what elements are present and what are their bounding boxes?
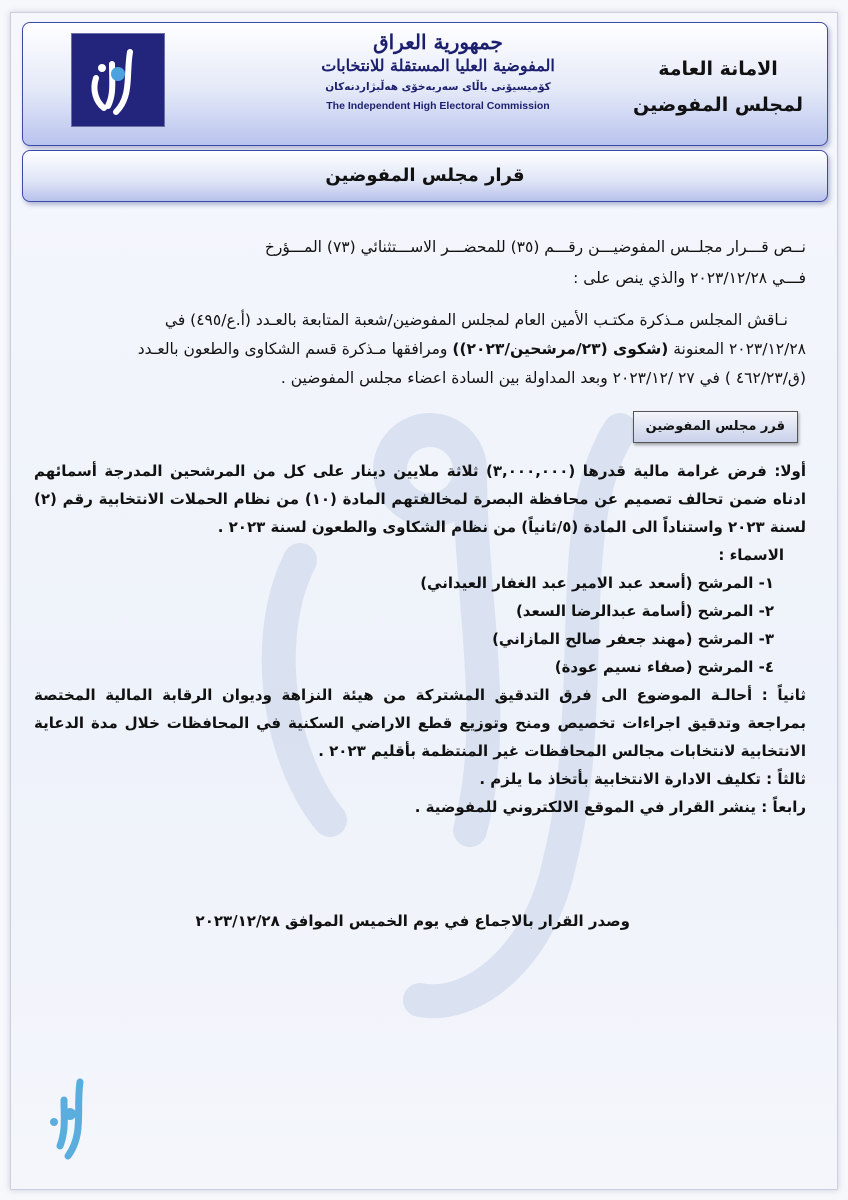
intro-line-2: فـــي ٢٠٢٣/١٢/٢٨ والذي ينص على : [573,269,806,287]
ihec-footer-logo-icon [40,1070,100,1166]
decision-label: قرر مجلس المفوضين [633,411,798,443]
list-item: ١- المرشح (أسعد عبد الامير عبد الغفار العيداني) [420,574,774,592]
intro-line-1: نــص قـــرار مجلــس المفوضيـــن رقـــم (٣٥) للمحضـــر الاســـتثنائي (٧٣) المـــؤرخ [264,238,806,256]
intro-paragraph [34,232,806,294]
decision-fourth: رابعاً : ينشر القرار في الموقع الالكتروني للمفوضية . [414,798,806,816]
commission-name-arabic: المفوضية العليا المستقلة للانتخابات [321,56,555,75]
list-item: ٤- المرشح (صفاء نسيم عودة) [554,658,774,676]
secretariat-title [633,51,803,123]
decision-second: ثانياً : أحالـة الموضوع الى فرق التدقيق المشتركة من هيئة النزاهة وديوان الرقابة المالية المختصة بمراجعة وتدقيق اجراءات تخصيص ومنح وتوزيع قطع الاراضي السكنية في المحافظات خلال مدة الدعاية الانتخابية لانتخابات مجالس المحافظات غير المنتظمة بأقليم ٢٠٢٣ . [34,686,806,760]
document-body [34,232,806,821]
document-title: قرار مجلس المفوضين [325,165,525,186]
discussion-line-1: نـاقش المجلس مـذكرة مكتـب الأمين العام لمجلس المفوضين/شعبة المتابعة بالعـدد (أ.ع/٤٩٥) في [164,311,788,329]
organization-name [298,29,578,115]
discussion-paragraph [34,306,806,393]
list-item: ٢- المرشح (أسامة عبدالرضا السعد) [515,602,774,620]
discussion-line-3: (ق/٤٦٢/٢٣ ) في ٢٧ /٢٠٢٣/١٢ وبعد المداولة بين السادة اعضاء مجلس المفوضين . [280,369,806,387]
complaint-reference: (شكوى (٢٣/مرشحين/٢٠٢٣)) [452,340,669,358]
discussion-line-2-start: ٢٠٢٣/١٢/٢٨ المعنونة [668,340,806,358]
names-heading: الاسماء : [718,546,784,564]
discussion-line-2-end: ومرافقها مـذكرة قسم الشكاوى والطعون بالعـدد [137,340,453,358]
republic-name: جمهورية العراق [373,30,503,54]
document-title-bar [22,150,828,202]
decision-first: أولا: فرض غرامة مالية قدرها (٣,٠٠٠,٠٠٠) ثلاثة ملايين دينار على كل من المرشحين المدرجة أسمائهم ادناه ضمن تحالف تصميم عن محافظة البصرة لمخالفتهم المادة (١٠) من نظام الحملات الانتخابية رقم (٢) لسنة ٢٠٢٣ واستناداً الى المادة (٥/ثانياً) من نظام الشكاوى والطعون لسنة ٢٠٢٣ . [34,462,806,536]
list-item: ٣- المرشح (مهند جعفر صالح المازاني) [492,630,774,648]
header-banner [22,22,828,146]
commission-name-kurdish: كۆمیسیۆنی باڵای سەربەخۆی هەڵبژاردنەکان [325,81,551,93]
issuance-statement: وصدر القرار بالاجماع في يوم الخميس الموافق ٢٠٢٣/١٢/٢٨ [195,912,630,930]
secretariat-line-1: الامانة العامة [658,58,778,80]
ihec-logo-icon [71,33,165,127]
candidate-names-list [34,569,774,681]
commission-name-english: The Independent High Electoral Commission [326,100,550,112]
secretariat-line-2: لمجلس المفوضين [633,94,803,116]
decision-third: ثالثاً : تكليف الادارة الانتخابية بأتخاذ ما يلزم . [479,770,806,788]
